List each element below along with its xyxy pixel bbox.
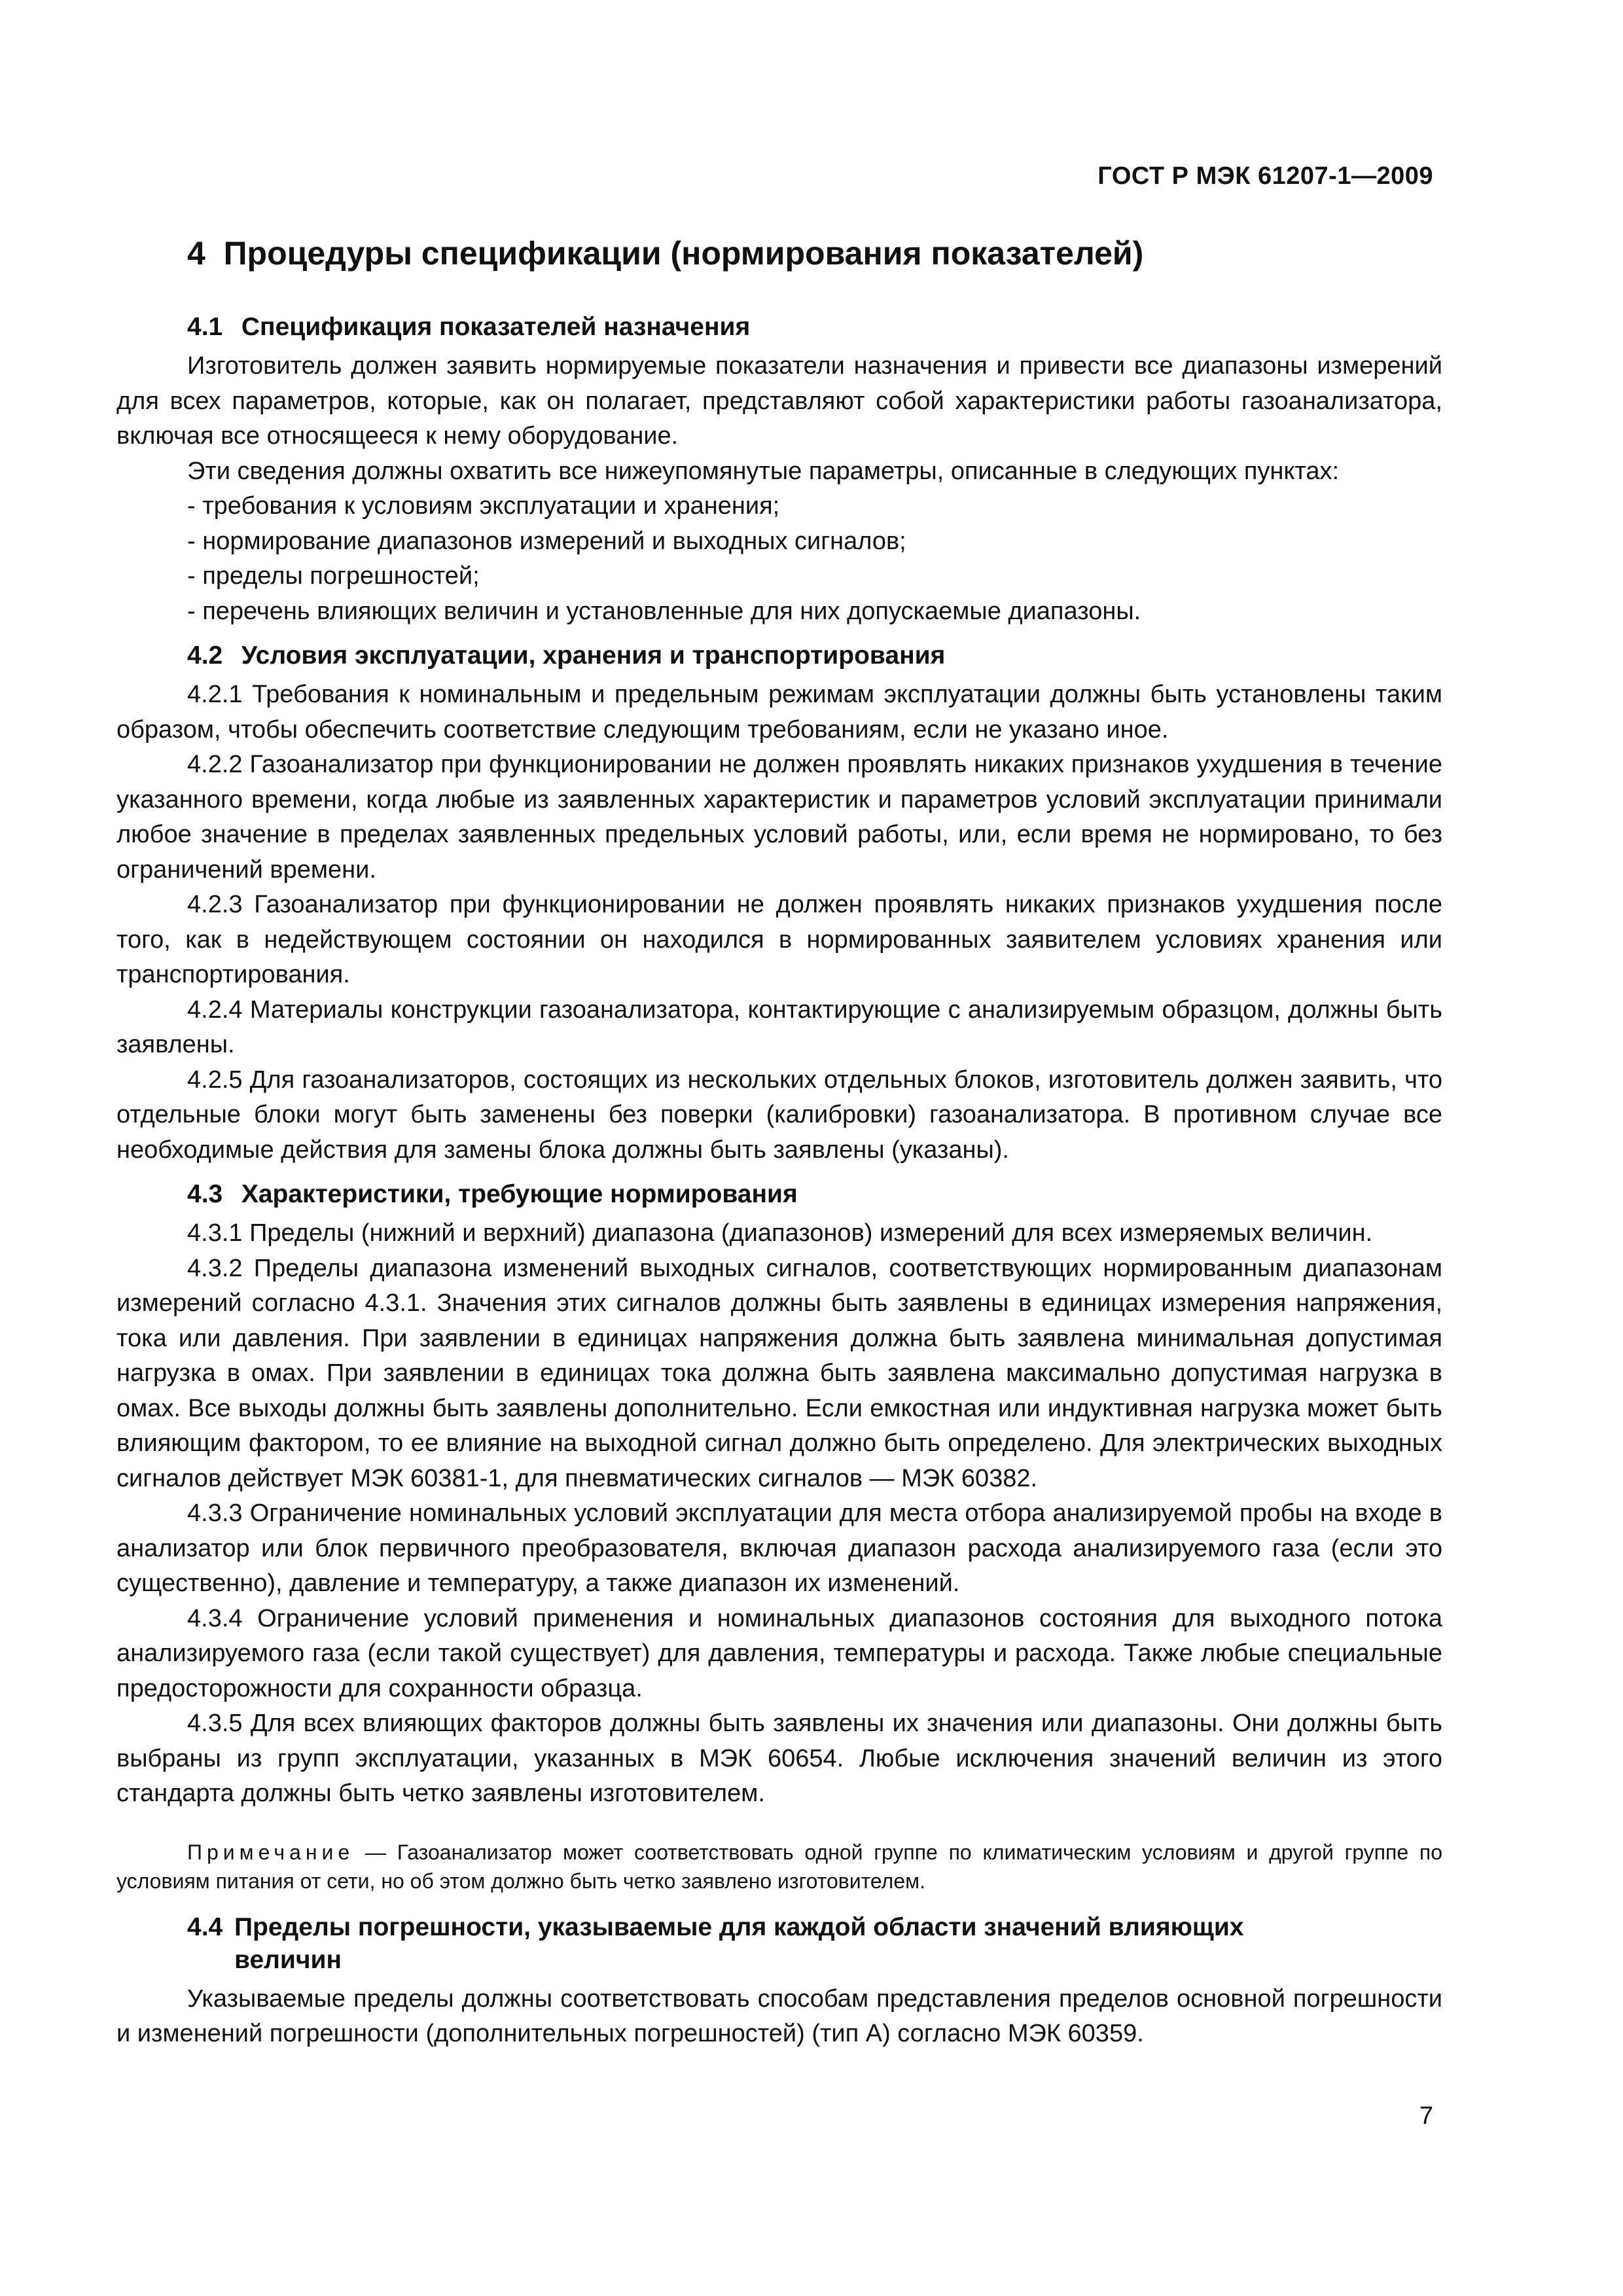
list-item: - пределы погрешностей; (187, 562, 480, 590)
subsection-title: Характеристики, требующие нормирования (241, 1180, 798, 1208)
parameter-list (116, 489, 1442, 629)
paragraph: 4.2.4 Материалы конструкции газоанализатора, контактирующие с анализируемым образцом, должны быть заявлены. (116, 996, 1442, 1058)
subsection-number: 4.4 (187, 1912, 223, 1941)
standard-number: ГОСТ Р МЭК 61207-1—2009 (1097, 162, 1433, 190)
paragraph: 4.2.2 Газоанализатор при функционировании не должен проявлять никаких признаков ухудшения в течение указанного времени, когда любые из заявленных характеристик и параметров условий эксплуатации принимали любое значение в пределах заявленных предельных условий работы, или, если время не нормировано, то без ограничений времени. (116, 751, 1442, 884)
subsection-title: Условия эксплуатации, хранения и транспортирования (241, 641, 946, 670)
page-content (116, 232, 1442, 2052)
subsection-heading-4-4 (187, 1911, 1442, 1977)
paragraph: 4.3.5 Для всех влияющих факторов должны быть заявлены их значения или диапазоны. Они должны быть выбраны из групп эксплуатации, указанных в МЭК 60654. Любые исключения значений величин из этого стандарта должны быть четко заявлены изготовителем. (116, 1710, 1442, 1807)
section-heading (187, 232, 1442, 274)
paragraph: 4.2.5 Для газоанализаторов, состоящих из нескольких отдельных блоков, изготовитель должен заявить, что отдельные блоки могут быть заменены без поверки (калибровки) газоанализатора. В противном случае все необходимые действия для замены блока должны быть заявлены (указаны). (116, 1066, 1442, 1164)
list-item: - перечень влияющих величин и установленные для них допускаемые диапазоны. (187, 597, 1141, 625)
paragraph: 4.3.4 Ограничение условий применения и номинальных диапазонов состояния для выходного потока анализируемого газа (если такой существует) для давления, температуры и расхода. Также любые специальные предосторожности для сохранности образца. (116, 1604, 1442, 1702)
paragraph: 4.3.2 Пределы диапазона изменений выходных сигналов, соответствующих нормированным диапазонам измерений согласно 4.3.1. Значения этих сигналов должны быть заявлены в единицах измерения напряжения, тока или давления. При заявлении в единицах напряжения должна быть заявлена минимальная допустимая нагрузка в омах. При заявлении в единицах тока должна быть заявлена максимально допустимая нагрузка в омах. Все выходы должны быть заявлены дополнительно. Если емкостная или индуктивная нагрузка может быть влияющим фактором, то ее влияние на выходной сигнал должно быть определено. Для электрических выходных сигналов действует МЭК 60381-1, для пневматических сигналов — МЭК 60382. (116, 1254, 1442, 1492)
subsection-heading-4-2 (187, 639, 1442, 672)
list-item: - нормирование диапазонов измерений и выходных сигналов; (187, 527, 906, 555)
paragraph: 4.2.3 Газоанализатор при функционировании не должен проявлять никаких признаков ухудшения после того, как в недействующем состоянии он находился в нормированных заявителем условиях хранения или транспортирования. (116, 891, 1442, 988)
page-number: 7 (1419, 2102, 1433, 2130)
paragraph: 4.2.1 Требования к номинальным и предельным режимам эксплуатации должны быть установлены таким образом, чтобы обеспечить соответствие следующим требованиям, если не указано иное. (116, 681, 1442, 744)
section-title: Процедуры спецификации (нормирования показателей) (223, 235, 1144, 272)
subsection-number: 4.1 (187, 313, 223, 341)
note-text: — Газоанализатор может соответствовать одной группе по климатическим условиям и другой группе по условиям питания от сети, но об этом должно быть четко заявлено изготовителем. (116, 1840, 1442, 1893)
subsection-heading-4-1 (187, 311, 1442, 344)
paragraph: Изготовитель должен заявить нормируемые показатели назначения и привести все диапазоны измерений для всех параметров, которые, как он полагает, представляют собой характеристики работы газоанализатора, включая все относящееся к нему оборудование. (116, 352, 1442, 450)
note-label: Примечание (187, 1840, 355, 1864)
section-number: 4 (187, 235, 205, 272)
subsection-title-line1: Пределы погрешности, указываемые для каждой области значений влияющих (234, 1912, 1244, 1941)
subsection-number: 4.2 (187, 641, 223, 670)
note (116, 1838, 1442, 1895)
subsection-title-line2: величин (234, 1945, 342, 1974)
subsection-title: Спецификация показателей назначения (241, 313, 751, 341)
list-item: - требования к условиям эксплуатации и хранения; (187, 492, 780, 520)
paragraph: Эти сведения должны охватить все нижеупомянутые параметры, описанные в следующих пунктах: (187, 457, 1340, 485)
paragraph: 4.3.1 Пределы (нижний и верхний) диапазона (диапазонов) измерений для всех измеряемых величин. (187, 1219, 1373, 1247)
subsection-number: 4.3 (187, 1180, 223, 1208)
paragraph: Указываемые пределы должны соответствовать способам представления пределов основной погрешности и изменений погрешности (дополнительных погрешностей) (тип А) согласно МЭК 60359. (116, 1984, 1442, 2047)
paragraph: 4.3.3 Ограничение номинальных условий эксплуатации для места отбора анализируемой пробы на входе в анализатор или блок первичного преобразователя, включая диапазон расхода анализируемого газа (если это существенно), давление и температуру, а также диапазон их изменений. (116, 1499, 1442, 1597)
subsection-heading-4-3 (187, 1178, 1442, 1211)
